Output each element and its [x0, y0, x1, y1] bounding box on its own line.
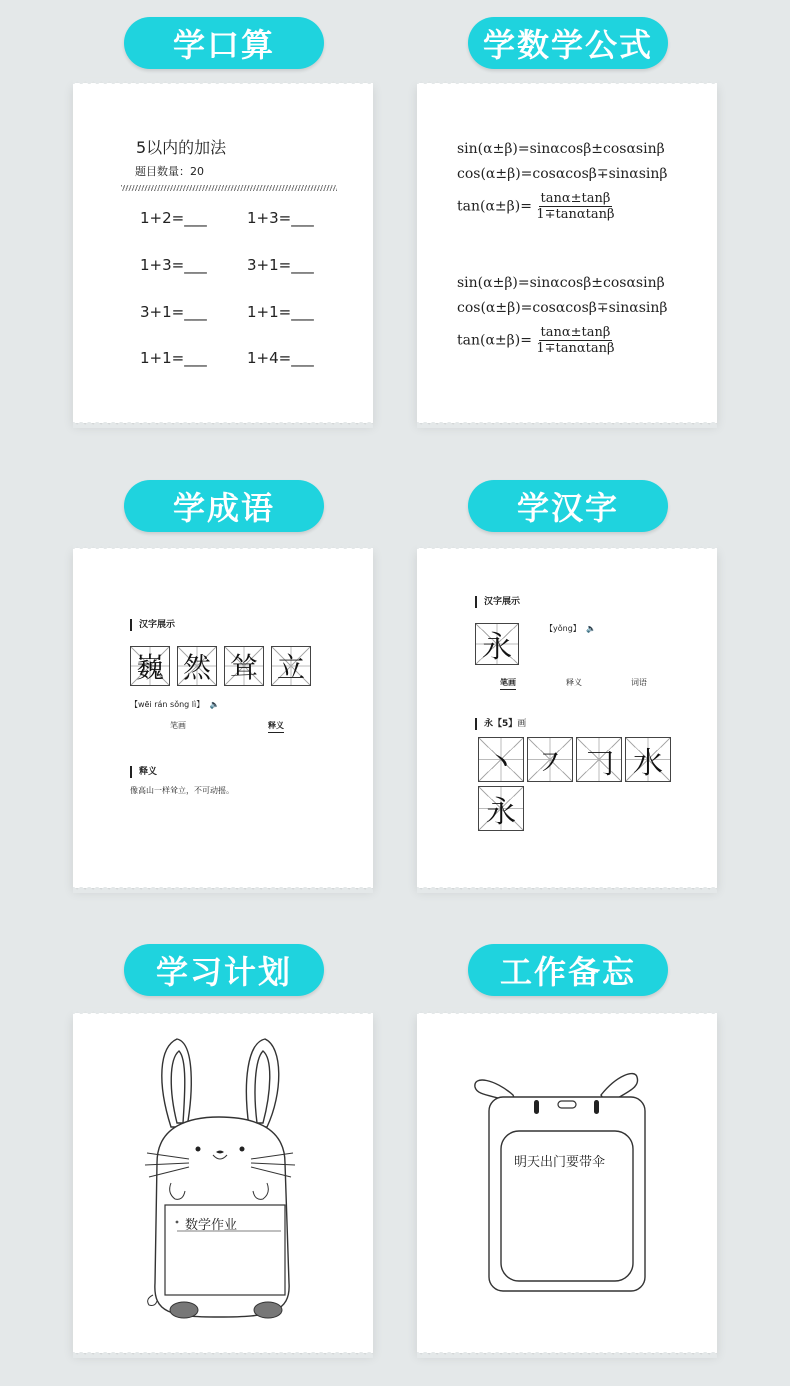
stroke-grid: 丶	[478, 737, 524, 782]
formula-tan	[457, 325, 615, 356]
idiom-card	[73, 548, 373, 888]
formula-tan-lhs: tan(α±β)=	[457, 332, 532, 349]
memo-card	[417, 1013, 717, 1353]
dog-illustration	[417, 1013, 717, 1353]
formula-tan-fraction	[536, 191, 614, 222]
math-problem: 3+1=___	[140, 303, 207, 321]
math-title: 5以内的加法	[136, 138, 227, 157]
math-problem: 1+2=___	[140, 209, 207, 227]
speaker-icon[interactable]: 🔈	[586, 624, 597, 633]
idiom-char-grid: 耸	[224, 646, 264, 686]
formula-tan-numerator: tanα±tanβ	[540, 325, 611, 340]
hanzi-char-grid: 永	[475, 623, 519, 665]
plan-card	[73, 1013, 373, 1353]
formula-tan-lhs: tan(α±β)=	[457, 198, 532, 215]
formula-tan-fraction	[536, 325, 614, 356]
rabbit-illustration	[73, 1013, 373, 1353]
formula-cos: cos(α±β)=cosαcosβ∓sinαsinβ	[457, 166, 668, 182]
formula-tan-numerator: tanα±tanβ	[540, 191, 611, 206]
idiom-char-grid: 巍	[130, 646, 170, 686]
pill-hanzi: 学汉字	[468, 480, 668, 532]
idiom-section-display: 汉字展示	[130, 619, 175, 631]
stroke-grid: 永	[478, 786, 524, 831]
formula-card	[417, 83, 717, 423]
plan-item: 数学作业	[185, 1218, 238, 1233]
idiom-char-grid: 然	[177, 646, 217, 686]
stroke-grid: ㇇	[527, 737, 573, 782]
math-count: 题目数量：20	[135, 165, 204, 178]
hanzi-pinyin	[545, 623, 596, 634]
pill-math: 学口算	[124, 17, 324, 69]
math-problem: 1+1=___	[140, 349, 207, 367]
idiom-tab-stroke[interactable]: 笔画	[170, 721, 186, 730]
stroke-header-count: 【5】	[493, 719, 518, 729]
idiom-meaning: 像高山一样耸立，不可动摇。	[130, 786, 234, 795]
stroke-grid: 水	[625, 737, 671, 782]
math-problem: 1+3=___	[140, 256, 207, 274]
speaker-icon[interactable]: 🔈	[209, 700, 220, 709]
pill-plan: 学习计划	[124, 944, 324, 996]
math-problem: 1+4=___	[247, 349, 314, 367]
hanzi-card	[417, 548, 717, 888]
pill-memo: 工作备忘	[468, 944, 668, 996]
stroke-grid: 𠃌	[576, 737, 622, 782]
formula-tan-denominator: 1∓tanαtanβ	[536, 207, 615, 222]
stroke-header-char: 永	[484, 719, 494, 729]
formula-sin: sin(α±β)=sinαcosβ±cosαsinβ	[457, 141, 665, 157]
math-problem: 3+1=___	[247, 256, 314, 274]
idiom-section-meaning: 释义	[130, 766, 157, 778]
hanzi-tab-stroke[interactable]: 笔画	[500, 677, 516, 690]
pill-formula: 学数学公式	[468, 17, 668, 69]
pill-idiom: 学成语	[124, 480, 324, 532]
formula-sin: sin(α±β)=sinαcosβ±cosαsinβ	[457, 275, 665, 291]
idiom-pinyin	[130, 699, 220, 710]
math-problem: 1+3=___	[247, 209, 314, 227]
hanzi-tab-meaning[interactable]: 释义	[566, 678, 582, 687]
math-card	[73, 83, 373, 423]
hanzi-pinyin-text: 【yǒng】	[545, 624, 581, 633]
idiom-char-grid: 立	[271, 646, 311, 686]
idiom-tab-meaning[interactable]: 释义	[268, 720, 284, 733]
stroke-header-unit: 画	[517, 719, 527, 729]
hanzi-section-display: 汉字展示	[475, 596, 520, 608]
dashed-divider	[121, 185, 337, 191]
math-problem: 1+1=___	[247, 303, 314, 321]
memo-note: 明天出门要带伞	[514, 1155, 606, 1170]
hanzi-stroke-header	[475, 718, 526, 730]
formula-tan-denominator: 1∓tanαtanβ	[536, 341, 615, 356]
hanzi-tab-words[interactable]: 词语	[631, 678, 647, 687]
idiom-pinyin-text: 【wēi rán sǒng lì】	[130, 700, 205, 709]
formula-tan	[457, 191, 615, 222]
formula-cos: cos(α±β)=cosαcosβ∓sinαsinβ	[457, 300, 668, 316]
